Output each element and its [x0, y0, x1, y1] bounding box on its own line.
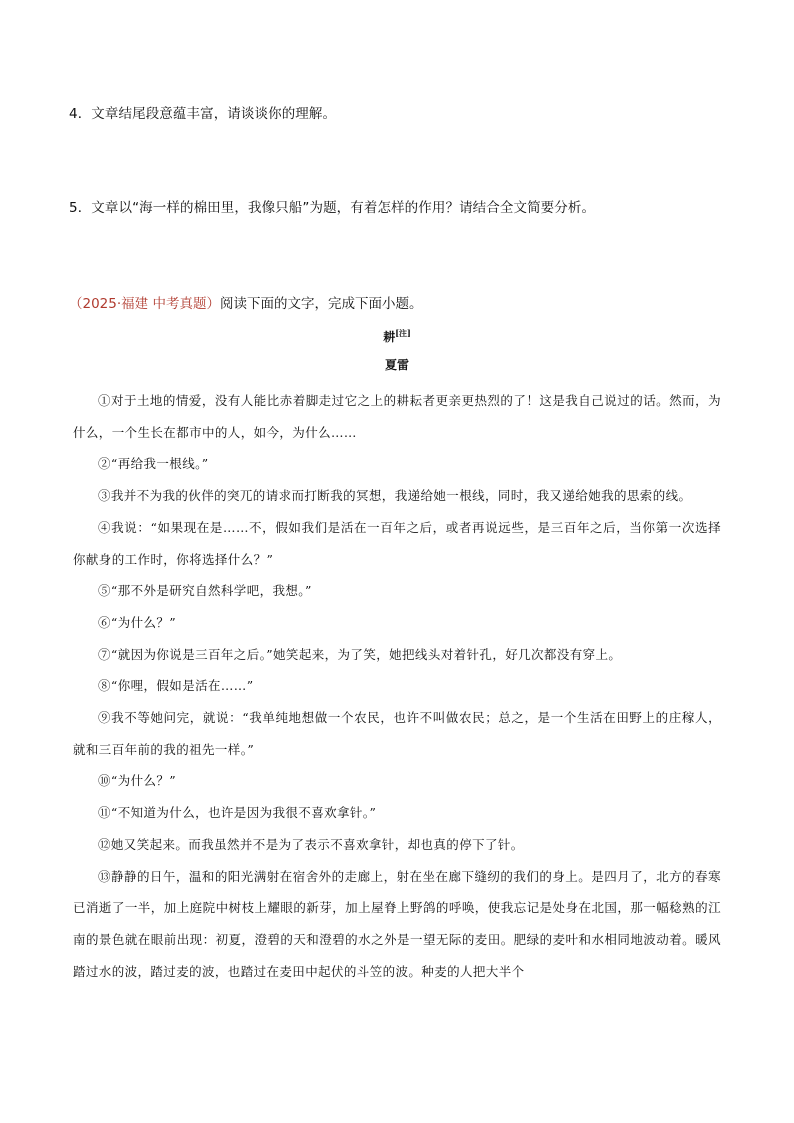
article-title-text: 耕 [383, 330, 396, 344]
paragraph-7: ⑦“就因为你说是三百年之后。”她笑起来，为了笑，她把线头对着针孔，好几次都没有穿上。 [98, 646, 622, 662]
paragraph-10: ⑩“为什么？” [98, 773, 177, 789]
paragraph-11: ⑪“不知道为什么，也许是因为我很不喜欢拿针。” [98, 805, 377, 821]
paragraph-12: ⑫她又笑起来。而我虽然并不是为了表示不喜欢拿针，却也真的停下了针。 [98, 836, 524, 852]
paragraph-4: ④我说：“如果现在是……不，假如我们是活在一百年之后，或者再说远些，是三百年之后，当你第一次选择你献身的工作时，你将选择什么？” [73, 519, 721, 567]
reading-prompt [69, 294, 422, 314]
article-title [0, 325, 794, 345]
paragraph-3: ③我并不为我的伙伴的突兀的请求而打断我的冥想，我递给她一根线，同时，我又递给她我的思索的线。 [98, 488, 692, 504]
paragraph-9: ⑨我不等她问完，就说：“我单纯地想做一个农民，也许不叫做农民；总之，是一个生活在田野上的庄稼人，就和三百年前的我的祖先一样。” [73, 710, 721, 757]
question-5: 5．文章以“海一样的棉田里，我像只船”为题，有着怎样的作用？请结合全文简要分析。 [69, 200, 596, 216]
paragraph-1: ①对于土地的情爱，没有人能比赤着脚走过它之上的耕耘者更亲更热烈的了！这是我自己说过的话。然而，为什么，一个生长在都市中的人，如今，为什么…… [73, 393, 721, 440]
paragraph-8: ⑧“你哩，假如是活在……” [98, 678, 254, 694]
paragraph-5: ⑤“那不外是研究自然科学吧，我想。” [98, 583, 312, 599]
reading-instruction: 阅读下面的文字，完成下面小题。 [219, 296, 423, 312]
footnote-marker: [注] [395, 328, 411, 338]
paragraph-2: ②“再给我一根线。” [98, 456, 209, 472]
exam-source-tag: （2025·福建 中考真题） [69, 296, 220, 312]
article-author: 夏雷 [384, 358, 409, 372]
paragraph-6: ⑥“为什么？” [98, 614, 177, 630]
article-body [73, 385, 721, 987]
question-4: 4．文章结尾段意蕴丰富，请谈谈你的理解。 [69, 106, 337, 122]
paragraph-13: ⑬静静的日午，温和的阳光满射在宿舍外的走廊上，射在坐在廊下缝纫的我们的身上。是四月了，北方的春寒已消逝了一半，加上庭院中树枝上耀眼的新芽，加上屋脊上野鸽的呼唤，使我忘记是处身在北国，那一幅稔熟的江南的景色就在眼前出现：初夏，澄碧的天和澄碧的水之外是一望无际的麦田。肥绿的麦叶和水相同地波动着。暖风踏过水的波，踏过麦的波，也踏过在麦田中起伏的斗笠的波。种麦的人把大半个 [73, 868, 721, 979]
